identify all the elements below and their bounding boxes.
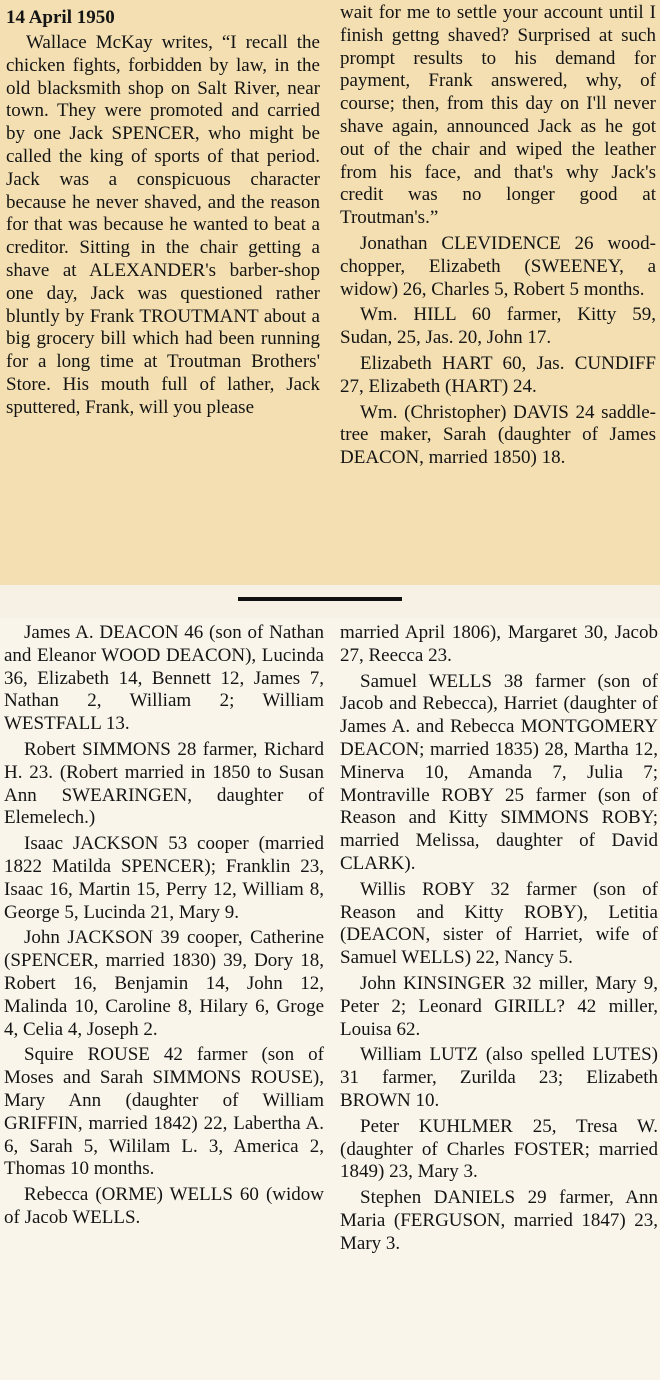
census-entry: Peter KUHLMER 25, Tresa W. (daughter of Charles FOSTER; married 1849) 23, Mary 3.: [340, 1115, 658, 1183]
census-entry: Willis ROBY 32 farmer (son of Reason and Kitty ROBY), Letitia (DEACON, sister of Harriet, wife of Samuel WELLS) 22, Nancy 5.: [340, 878, 658, 969]
top-right-column: [340, 2, 656, 582]
bottom-left-column: [4, 622, 324, 1378]
census-entry: Elizabeth HART 60, Jas. CUNDIFF 27, Elizabeth (HART) 24.: [340, 352, 656, 397]
census-entry: Wm. (Christopher) DAVIS 24 saddle-tree maker, Sarah (daughter of James DEACON, married 1850) 18.: [340, 401, 656, 469]
census-entry: Wm. HILL 60 farmer, Kitty 59, Sudan, 25, Jas. 20, John 17.: [340, 304, 656, 349]
census-entry: Samuel WELLS 38 farmer (son of Jacob and Rebecca), Harriet (daughter of James A. and Rebecca MONTGOMERY DEACON; married 1835) 28, Martha 12, Minerva 10, Amanda 7, Julia 7; Montraville ROBY 25 farmer (son of Reason and Kitty SIMMONS ROBY; married Melissa, daughter of David CLARK).: [340, 670, 658, 874]
census-entry: William LUTZ (also spelled LUTES) 31 farmer, Zurilda 23; Elizabeth BROWN 10.: [340, 1044, 658, 1111]
census-entry: Stephen DANIELS 29 farmer, Ann Maria (FERGUSON, married 1847) 23, Mary 3.: [340, 1187, 658, 1254]
census-entry: Robert SIMMONS 28 farmer, Richard H. 23. (Robert married in 1850 to Susan Ann SWEARINGEN, daughter of Elemelech.): [4, 738, 324, 829]
column-date: 14 April 1950: [6, 7, 115, 28]
section-divider: [238, 597, 402, 601]
census-entry: Squire ROUSE 42 farmer (son of Moses and Sarah SIMMONS ROUSE), Mary Ann (daughter of William GRIFFIN, married 1842) 22, Labertha A. 6, Sarah 5, Wililam L. 3, America 2, Thomas 10 months.: [4, 1044, 324, 1180]
census-entry: John KINSINGER 32 miller, Mary 9, Peter 2; Leonard GIRILL? 42 miller, Louisa 62.: [340, 972, 658, 1040]
census-entry: married April 1806), Margaret 30, Jacob 27, Reecca 23.: [340, 622, 658, 666]
census-entry: Rebecca (ORME) WELLS 60 (widow of Jacob WELLS.: [4, 1184, 324, 1228]
paragraph: Wallace McKay writes, “I recall the chicken fights, forbidden by law, in the old blacksmith shop on Salt River, near town. They were promoted and carried by one Jack SPENCER, who might be called the king of sports of that period. Jack was a conspicuous character because he never shaved, and the reason for that was because he wanted to beat a creditor. Sitting in the chair getting a shave at ALEXANDER's barber-shop one day, Jack was questioned rather bluntly by Frank TROUTMANT about a big grocery bill which had been running for a long time at Troutman Brothers' Store. His mouth full of lather, Jack sputtered, Frank, will you please: [6, 32, 320, 418]
paragraph: wait for me to settle your account until I finish gettng shaved? Surprised at such prompt results to his demand for payment, Frank answered, why, of course; then, from this day on I'll never shave again, announced Jack as he got out of the chair and wiped the leather from his face, and that's why Jack's credit was no longer good at Troutman's.”: [340, 2, 656, 229]
census-entry: Jonathan CLEVIDENCE 26 wood-chopper, Elizabeth (SWEENEY, a widow) 26, Charles 5, Robert 5 months.: [340, 232, 656, 300]
census-entry: James A. DEACON 46 (son of Nathan and Eleanor WOOD DEACON), Lucinda 36, Elizabeth 14, Bennett 12, James 7, Nathan 2, William 2; William WESTFALL 13.: [4, 622, 324, 735]
top-left-column: [6, 2, 320, 582]
census-entry: John JACKSON 39 cooper, Catherine (SPENCER, married 1830) 39, Dory 18, Robert 16, Benjamin 14, John 12, Malinda 10, Caroline 8, Hilary 6, Groge 4, Celia 4, Joseph 2.: [4, 927, 324, 1040]
bottom-right-column: [340, 622, 658, 1378]
census-entry: Isaac JACKSON 53 cooper (married 1822 Matilda SPENCER); Franklin 23, Isaac 16, Martin 15, Perry 12, William 8, George 5, Lucinda 21, Mary 9.: [4, 833, 324, 923]
